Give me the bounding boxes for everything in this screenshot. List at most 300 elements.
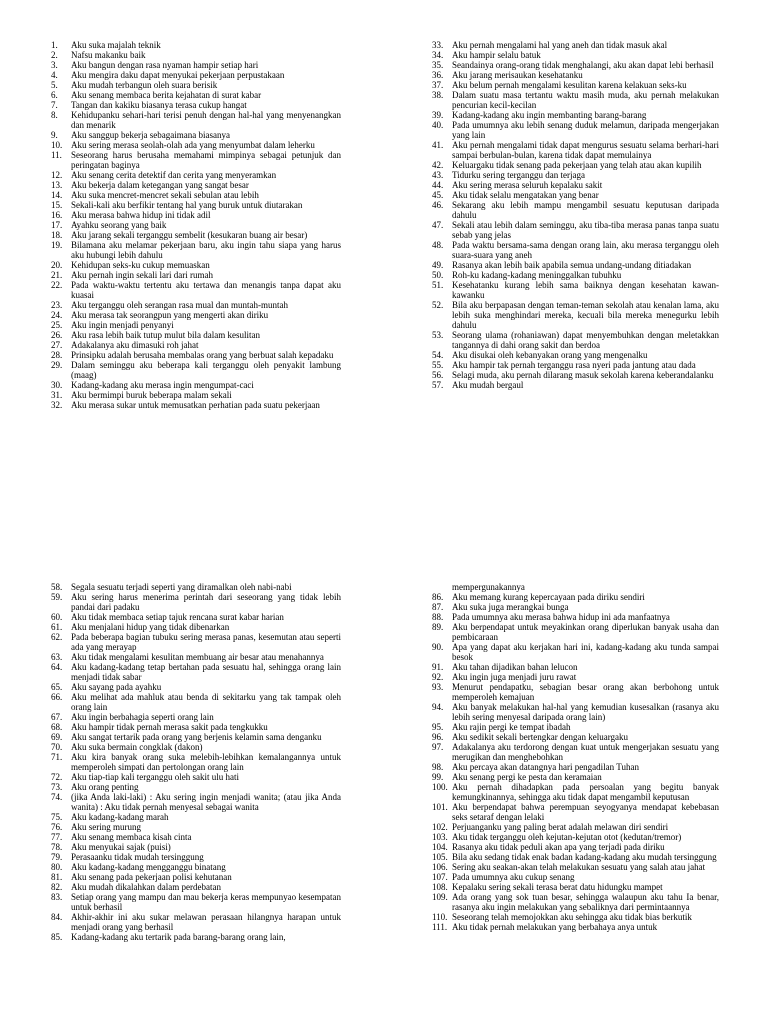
question-text: Aku rajin pergi ke tempat ibadah: [452, 722, 571, 732]
question-item: [51, 912, 341, 932]
question-item: [51, 200, 341, 210]
question-item: [51, 752, 341, 772]
question-text: Aku banyak melakukan hal-hal yang kemudian kusesalkan (rasanya aku lebih sering menyesal daripada orang lain): [452, 702, 719, 722]
question-number: 7.: [51, 100, 58, 110]
question-text: Aku senang membaca kisah cinta: [71, 832, 192, 842]
question-item: [432, 592, 719, 602]
question-number: 90.: [432, 642, 444, 652]
question-number: 12.: [51, 170, 63, 180]
question-number: 97.: [432, 742, 444, 752]
question-text: Aku suka majalah teknik: [71, 40, 161, 50]
question-text: Apa yang dapat aku kerjakan hari ini, kadang-kadang aku tunda sampai besok: [452, 642, 719, 662]
question-item: [432, 922, 719, 932]
question-text: mempergunakannya: [452, 582, 525, 592]
question-item: [51, 692, 341, 712]
question-number: 20.: [51, 260, 63, 270]
question-number: 72.: [51, 772, 63, 782]
question-text: Seandainya orang-orang tidak menghalangi, aku akan dapat lebi berhasil: [452, 60, 714, 70]
question-text: Pada waktu-waktu tertentu aku tertawa dan menangis tanpa dapat aku kuasai: [71, 280, 341, 300]
question-number: 17.: [51, 220, 63, 230]
question-item: [432, 912, 719, 922]
question-text: Seorang ulama (rohaniawan) dapat menyembuhkan dengan meletakkan tangannya di dahi orang sakit dan berdoa: [452, 330, 719, 350]
question-text: Aku ingin menjadi penyanyi: [71, 320, 174, 330]
question-item: [51, 260, 341, 270]
question-number: 22.: [51, 280, 63, 290]
question-number: 109.: [432, 892, 448, 902]
question-text: Sekali-kali aku berfikir tentang hal yang buruk untuk diutarakan: [71, 200, 303, 210]
question-number: 65.: [51, 682, 63, 692]
question-item: [432, 622, 719, 642]
question-item: [51, 300, 341, 310]
question-number: 52.: [432, 300, 444, 310]
question-number: 59.: [51, 592, 63, 602]
question-text: Bila aku berpapasan dengan teman-teman sekolah atau kenalan lama, aku lebih suka menghindari mereka, kecuali bila mereka menegurku lebih dahulu: [452, 300, 719, 330]
question-number: 38.: [432, 90, 444, 100]
question-text: Aku merasa bahwa hidup ini tidak adil: [71, 210, 211, 220]
question-item: [51, 882, 341, 892]
question-item: [432, 682, 719, 702]
question-text: Aku jarang sekali terganggu sembelit (kesukaran buang air besar): [71, 230, 308, 240]
question-text: Kadang-kadang aku tertarik pada barang-barang orang lain,: [71, 932, 286, 942]
question-number: 60.: [51, 612, 63, 622]
question-item: [51, 40, 341, 50]
question-text: Aku mudah terbangun oleh suara berisik: [71, 80, 218, 90]
question-number: 42.: [432, 160, 444, 170]
question-text: Aku merasa tak seorangpun yang mengerti akan diriku: [71, 310, 269, 320]
question-number: 43.: [432, 170, 444, 180]
question-item: [51, 380, 341, 390]
question-text: Aku menjalani hidup yang tidak dibenarkan: [71, 622, 230, 632]
question-item: [51, 110, 341, 130]
question-number: 3.: [51, 60, 58, 70]
question-item: [51, 592, 341, 612]
question-item: [51, 662, 341, 682]
question-text: Aku bekerja dalam ketegangan yang sangat besar: [71, 180, 249, 190]
question-number: 82.: [51, 882, 63, 892]
question-number: 41.: [432, 140, 444, 150]
question-text: Aku kadang-kadang tetap bertahan pada sesuatu hal, sehingga orang lain menjadi tidak sabar: [71, 662, 341, 682]
question-item: [432, 852, 719, 862]
question-text: Seseorang harus berusaha memahami mimpinya sebagai petunjuk dan peringatan baginya: [71, 150, 341, 170]
question-item: [432, 582, 719, 592]
question-text: Aku berpendapat bahwa perempuan seyogyanya mendapat kebebasan seks setaraf dengan lelaki: [452, 802, 719, 822]
question-number: 100.: [432, 782, 448, 792]
question-number: 15.: [51, 200, 63, 210]
question-item: [432, 370, 719, 380]
question-text: Pada waktu bersama-sama dengan orang lain, aku merasa terganggu oleh suara-suara yang aneh: [452, 240, 719, 260]
question-text: Aku orang penting: [71, 782, 139, 792]
question-text: Aku pernah mengalami hal yang aneh dan tidak masuk akal: [452, 40, 668, 50]
question-number: 89.: [432, 622, 444, 632]
question-text: Aku sayang pada ayahku: [71, 682, 162, 692]
question-item: [51, 60, 341, 70]
question-number: 58.: [51, 582, 63, 592]
question-number: 110.: [432, 912, 448, 922]
question-number: 95.: [432, 722, 444, 732]
question-number: 63.: [51, 652, 63, 662]
question-number: 9.: [51, 130, 58, 140]
question-number: 87.: [432, 602, 444, 612]
question-text: Aku kadang-kadang marah: [71, 812, 169, 822]
question-number: 99.: [432, 772, 444, 782]
question-item: [51, 732, 341, 742]
question-number: 48.: [432, 240, 444, 250]
question-item: [432, 732, 719, 742]
question-text: Ada orang yang sok tuan besar, sehingga walaupun aku tahu Ia benar, rasanya aku ingin melakukan yang sebaliknya dari permintaannya: [452, 892, 719, 912]
question-item: [432, 120, 719, 140]
question-text: Pada umumnya aku lebih senang duduk melamun, daripada mengerjakan yang lain: [452, 120, 719, 140]
question-number: 19.: [51, 240, 63, 250]
question-text: Aku sedikit sekali bertengkar dengan keluargaku: [452, 732, 629, 742]
question-text: Aku kadang-kadang mengganggu binatang: [71, 862, 226, 872]
question-text: Aku tidak pernah melakukan yang berbahaya anya untuk: [452, 922, 658, 932]
question-item: [51, 360, 341, 380]
question-number: 73.: [51, 782, 63, 792]
question-number: 71.: [51, 752, 63, 762]
question-text: (jika Anda laki-laki) : Aku sering ingin menjadi wanita; (atau jika Anda wanita) : Aku tidak pernah menyesal sebagai wanita: [71, 792, 341, 812]
question-text: Dalam seminggu aku beberapa kali terganggu oleh penyakit lambung (maag): [71, 360, 341, 380]
question-text: Perjuanganku yang paling berat adalah melawan diri sendiri: [452, 822, 669, 832]
question-text: Aku disukai oleh kebanyakan orang yang mengenalku: [452, 350, 648, 360]
question-item: [51, 622, 341, 632]
question-text: Dalam suatu masa tertantu waktu masih muda, aku pernah melakukan pencurian kecil-kecilan: [452, 90, 719, 110]
question-number: 47.: [432, 220, 444, 230]
question-item: [51, 400, 341, 410]
question-item: [432, 280, 719, 300]
question-number: 5.: [51, 80, 58, 90]
question-item: [51, 90, 341, 100]
question-item: [51, 140, 341, 150]
question-text: Aku mudah dikalahkan dalam perdebatan: [71, 882, 221, 892]
question-number: 92.: [432, 672, 444, 682]
question-number: 80.: [51, 862, 63, 872]
question-item: [51, 722, 341, 732]
question-item: [432, 350, 719, 360]
question-number: 16.: [51, 210, 63, 220]
question-item: [432, 40, 719, 50]
question-item: [432, 862, 719, 872]
question-text: Bilamana aku melamar pekerjaan baru, aku ingin tahu siapa yang harus aku hubungi lebih dahulu: [71, 240, 341, 260]
question-text: Aku mengira daku dapat menyukai pekerjaan perpustakaan: [71, 70, 285, 80]
question-text: Aku merasa sukar untuk memusatkan perhatian pada suatu pekerjaan: [71, 400, 320, 410]
question-item: [432, 220, 719, 240]
question-number: 57.: [432, 380, 444, 390]
question-text: Kadang-kadang aku ingin membanting barang-barang: [452, 110, 647, 120]
question-number: 8.: [51, 110, 58, 120]
question-text: Sekarang aku lebih mampu mengambil sesuatu keputusan daripada dahulu: [452, 200, 719, 220]
question-item: [51, 812, 341, 822]
question-item: [432, 772, 719, 782]
question-item: [432, 170, 719, 180]
question-number: 11.: [51, 150, 62, 160]
question-number: 105.: [432, 852, 448, 862]
question-number: 2.: [51, 50, 58, 60]
question-text: Aku rasa lebih baik tutup mulut bila dalam kesulitan: [71, 330, 260, 340]
question-number: 33.: [432, 40, 444, 50]
question-text: Tangan dan kakiku biasanya terasa cukup hangat: [71, 100, 247, 110]
question-item: [51, 782, 341, 792]
question-text: Aku senang pergi ke pesta dan keramaian: [452, 772, 602, 782]
question-item: [51, 100, 341, 110]
question-number: 10.: [51, 140, 63, 150]
question-number: 30.: [51, 380, 63, 390]
question-text: Pada beberapa bagian tubuku sering merasa panas, kesemutan atau seperti ada yang merayap: [71, 632, 341, 652]
question-text: Tidurku sering terganggu dan terjaga: [452, 170, 585, 180]
question-item: [51, 772, 341, 782]
question-number: 68.: [51, 722, 63, 732]
question-number: 66.: [51, 692, 63, 702]
question-number: 102.: [432, 822, 448, 832]
question-item: [432, 672, 719, 682]
question-text: Roh-ku kadang-kadang meninggalkan tubuhku: [452, 270, 622, 280]
question-item: [432, 90, 719, 110]
question-text: Keluargaku tidak senang pada pekerjaan yang telah atau akan kupilih: [452, 160, 702, 170]
question-number: 32.: [51, 400, 63, 410]
question-text: Adakalanya aku terdorong dengan kuat untuk mengerjakan sesuatu yang merugikan dan menghebohkan: [452, 742, 719, 762]
question-number: 44.: [432, 180, 444, 190]
question-number: 46.: [432, 200, 444, 210]
question-text: Aku hampir tidak pernah merasa sakit pada tengkukku: [71, 722, 268, 732]
question-text: Aku sering harus menerima perintah dari seseorang yang tidak lebih pandai dari padaku: [71, 592, 341, 612]
question-item: [51, 50, 341, 60]
question-item: [432, 722, 719, 732]
question-number: 108.: [432, 882, 448, 892]
question-item: [51, 390, 341, 400]
question-column-2: [432, 40, 719, 390]
question-item: [51, 632, 341, 652]
question-item: [51, 822, 341, 832]
question-number: 107.: [432, 872, 448, 882]
question-text: Aku terganggu oleh serangan rasa mual dan muntah-muntah: [71, 300, 289, 310]
question-item: [432, 200, 719, 220]
question-number: 81.: [51, 872, 63, 882]
question-text: Aku tahan dijadikan bahan lelucon: [452, 662, 578, 672]
question-item: [51, 210, 341, 220]
question-text: Nafsu makanku baik: [71, 50, 146, 60]
question-number: 31.: [51, 390, 63, 400]
question-number: 61.: [51, 622, 63, 632]
question-number: 40.: [432, 120, 444, 130]
question-item: [51, 220, 341, 230]
question-item: [432, 612, 719, 622]
question-text: Aku berpendapat untuk meyakinkan orang diperlukan banyak usaha dan pembicaraan: [452, 622, 719, 642]
question-text: Aku kira banyak orang suka melebih-lebihkan kemalangannya untuk memperoleh simpati dan pertolongan orang lain: [71, 752, 341, 772]
question-number: 88.: [432, 612, 444, 622]
question-text: Aku ingin juga menjadi juru rawat: [452, 672, 577, 682]
question-item: [51, 150, 341, 170]
question-number: 91.: [432, 662, 444, 672]
question-item: [51, 310, 341, 320]
question-number: 93.: [432, 682, 444, 692]
question-text: Aku jarang merisaukan kesehatanku: [452, 70, 583, 80]
question-item: [51, 612, 341, 622]
question-item: [51, 842, 341, 852]
question-number: 39.: [432, 110, 444, 120]
question-number: 24.: [51, 310, 63, 320]
question-number: 13.: [51, 180, 63, 190]
question-number: 104.: [432, 842, 448, 852]
question-number: 37.: [432, 80, 444, 90]
question-number: 111.: [432, 922, 448, 932]
question-number: 85.: [51, 932, 63, 942]
question-text: Aku senang membaca berita kejahatan di surat kabar: [71, 90, 262, 100]
question-number: 67.: [51, 712, 63, 722]
question-number: 14.: [51, 190, 63, 200]
question-item: [51, 280, 341, 300]
question-item: [51, 862, 341, 872]
question-item: [51, 852, 341, 862]
question-number: 18.: [51, 230, 63, 240]
question-text: Aku pernah ingin sekali lari dari rumah: [71, 270, 213, 280]
question-text: Aku memang kurang kepercayaan pada diriku sendiri: [452, 592, 645, 602]
question-item: [51, 190, 341, 200]
question-number: 4.: [51, 70, 58, 80]
question-item: [51, 230, 341, 240]
question-item: [432, 240, 719, 260]
question-item: [432, 872, 719, 882]
question-item: [51, 832, 341, 842]
question-item: [432, 180, 719, 190]
question-item: [432, 882, 719, 892]
question-text: Aku suka mencret-mencret sekali sebulan atau lebih: [71, 190, 259, 200]
question-column-3: [51, 582, 341, 942]
question-text: Aku sering merasa seluruh kepalaku sakit: [452, 180, 603, 190]
question-number: 62.: [51, 632, 63, 642]
question-text: Aku bangun dengan rasa nyaman hampir setiap hari: [71, 60, 259, 70]
question-text: Aku sering merasa seolah-olah ada yang menyumbat dalam leherku: [71, 140, 315, 150]
question-number: 76.: [51, 822, 63, 832]
question-item: [51, 682, 341, 692]
question-item: [432, 802, 719, 822]
question-text: Aku sanggup bekerja sebagaimana biasanya: [71, 130, 230, 140]
question-text: Aku tiap-tiap kali terganggu oleh sakit ulu hati: [71, 772, 240, 782]
question-text: Aku senang cerita detektif dan cerita yang menyeramkan: [71, 170, 277, 180]
question-number: 86.: [432, 592, 444, 602]
question-number: 50.: [432, 270, 444, 280]
question-item: [51, 240, 341, 260]
question-item: [432, 662, 719, 672]
question-number: 36.: [432, 70, 444, 80]
question-item: [51, 892, 341, 912]
question-number: 23.: [51, 300, 63, 310]
question-number: 51.: [432, 280, 444, 290]
question-text: Aku tidak mengalami kesulitan membuang air besar atau menahannya: [71, 652, 324, 662]
question-number: 56.: [432, 370, 444, 380]
question-text: Aku tidak membaca setiap tajuk rencana surat kabar harian: [71, 612, 284, 622]
question-text: Aku melihat ada mahluk atau benda di sekitarku yang tak tampak oleh orang lain: [71, 692, 341, 712]
question-text: Kehidupan seks-ku cukup memuaskan: [71, 260, 210, 270]
question-text: Aku mudah bergaul: [452, 380, 524, 390]
question-number: 94.: [432, 702, 444, 712]
question-number: 69.: [51, 732, 63, 742]
question-item: [51, 70, 341, 80]
question-item: [51, 180, 341, 190]
question-item: [432, 360, 719, 370]
question-item: [51, 742, 341, 752]
question-number: 98.: [432, 762, 444, 772]
question-number: 75.: [51, 812, 63, 822]
question-item: [432, 60, 719, 70]
question-text: Aku pernah dihadapkan pada persoalan yang begitu banyak kemungkinannya, sehingga aku tidak dapat mengambil keputusan: [452, 782, 719, 802]
question-text: Sekali atau lebih dalam seminggu, aku tiba-tiba merasa panas tanpa suatu sebab yang jelas: [452, 220, 719, 240]
question-number: 64.: [51, 662, 63, 672]
question-text: Bila aku sedang tidak enak badan kadang-kadang aku mudah tersinggung: [452, 852, 717, 862]
question-number: 25.: [51, 320, 63, 330]
question-text: Kepalaku sering sekali terasa berat datu hidungku mampet: [452, 882, 663, 892]
question-item: [51, 932, 341, 942]
question-text: Aku ingin berbahagia seperti orang lain: [71, 712, 214, 722]
question-item: [432, 50, 719, 60]
question-item: [432, 110, 719, 120]
question-text: Kesehatanku kurang lebih sama baiknya dengan kesehatan kawan-kawanku: [452, 280, 719, 300]
question-number: 54.: [432, 350, 444, 360]
question-number: 101.: [432, 802, 448, 812]
question-number: 79.: [51, 852, 63, 862]
question-text: Aku suka juga merangkai bunga: [452, 602, 569, 612]
question-text: Ayahku seorang yang baik: [71, 220, 167, 230]
question-text: Aku hampir selalu batuk: [452, 50, 541, 60]
question-column-1: [51, 40, 341, 410]
question-item: [432, 260, 719, 270]
question-text: Kadang-kadang aku merasa ingin mengumpat-caci: [71, 380, 254, 390]
question-text: Aku suka bermain congklak (dakon): [71, 742, 203, 752]
question-item: [432, 892, 719, 912]
question-text: Aku pernah mengalami tidak dapat mengurus sesuatu selama berhari-hari sampai berbulan-bulan, karena tidak dapat memulainya: [452, 140, 719, 160]
question-item: [51, 80, 341, 90]
question-item: [432, 190, 719, 200]
question-text: Aku senang pada pekerjaan polisi kehutanan: [71, 872, 232, 882]
question-number: 106.: [432, 862, 448, 872]
question-number: 83.: [51, 892, 63, 902]
question-item: [432, 70, 719, 80]
question-text: Setiap orang yang mampu dan mau bekerja keras mempunyao kesempatan untuk berhasil: [71, 892, 341, 912]
question-item: [432, 330, 719, 350]
question-number: 103.: [432, 832, 448, 842]
question-text: Menurut pendapatku, sebagian besar orang akan berbohong untuk memperoleh kemajuan: [452, 682, 719, 702]
question-text: Rasanya aku tidak peduli akan apa yang terjadi pada diriku: [452, 842, 665, 852]
question-item: [51, 330, 341, 340]
question-item: [432, 80, 719, 90]
question-text: Kehidupanku sehari-hari terisi penuh dengan hal-hal yang menyenangkan dan menarik: [71, 110, 341, 130]
question-number: 27.: [51, 340, 63, 350]
question-text: Aku tidak selalu mengatakan yang benar: [452, 190, 599, 200]
question-text: Perasaanku tidak mudah tersinggung: [71, 852, 204, 862]
question-item: [432, 270, 719, 280]
question-item: [51, 872, 341, 882]
question-number: 53.: [432, 330, 444, 340]
question-item: [432, 822, 719, 832]
question-item: [432, 300, 719, 330]
question-item: [51, 170, 341, 180]
question-text: Segala sesuatu terjadi seperti yang diramalkan oleh nabi-nabi: [71, 582, 292, 592]
question-item: [432, 380, 719, 390]
question-number: 29.: [51, 360, 63, 370]
question-item: [432, 742, 719, 762]
question-column-4: [432, 582, 719, 932]
question-text: Akhir-akhir ini aku sukar melawan perasaan hilangnya harapan untuk menjadi orang yang berhasil: [71, 912, 341, 932]
question-number: 1.: [51, 40, 58, 50]
question-text: Selagi muda, aku pernah dilarang masuk sekolah karena keberandalanku: [452, 370, 714, 380]
question-item: [432, 842, 719, 852]
question-text: Aku menyukai sajak (puisi): [71, 842, 171, 852]
question-text: Aku sering murung: [71, 822, 141, 832]
question-number: 74.: [51, 792, 63, 802]
question-text: Aku sangat tertarik pada orang yang berjenis kelamin sama denganku: [71, 732, 322, 742]
question-item: [51, 350, 341, 360]
question-text: Aku tidak terganggu oleh kejutan-kejutan otot (kedutan/tremor): [452, 832, 682, 842]
question-item: [432, 762, 719, 772]
question-item: [51, 340, 341, 350]
